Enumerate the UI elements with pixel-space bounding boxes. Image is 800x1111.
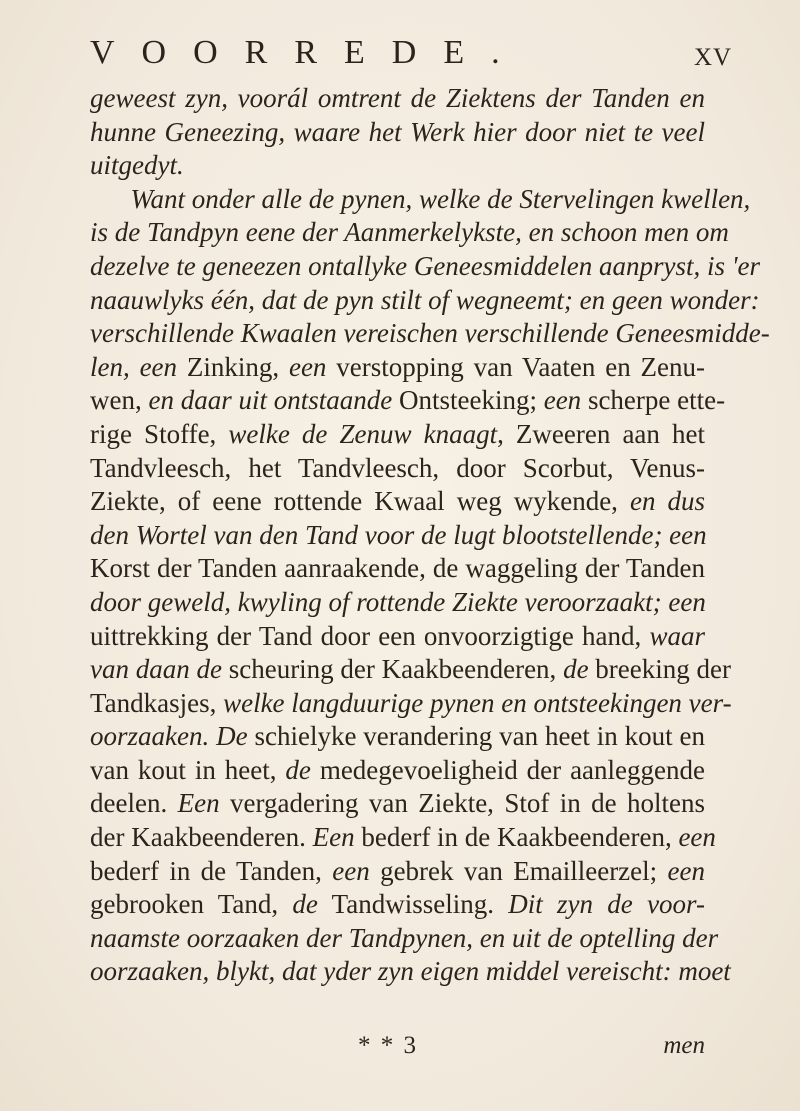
- text-segment: verschillende Kwaalen vereischen verschillende Geneesmidde-: [90, 318, 770, 349]
- body-text: [90, 82, 770, 989]
- text-segment: rige Stoffe,: [90, 418, 229, 449]
- text-segment: bederf in de Tanden,: [90, 855, 333, 886]
- text-segment: en dus: [629, 486, 705, 517]
- text-line: [90, 955, 731, 989]
- text-segment: een: [667, 855, 705, 886]
- text-segment: bederf in de Kaakbeenderen,: [354, 822, 679, 853]
- text-segment: schielyke verandering van heet in kout en: [247, 721, 706, 752]
- text-segment: hunne Geneezing, waare het Werk hier door niet te veel: [90, 116, 705, 147]
- text-segment: naauwlyks één, dat de pyn stilt of wegneemt; en geen wonder:: [90, 284, 760, 315]
- text-line: [90, 787, 705, 821]
- text-line: [90, 351, 705, 385]
- page-number: XV: [694, 44, 733, 71]
- catchword: men: [663, 1032, 705, 1059]
- text-segment: en daar uit ontstaande: [148, 385, 393, 416]
- running-title: VOORREDE.: [90, 34, 527, 71]
- page-footer: [90, 1032, 705, 1062]
- text-segment: Tandwisseling.: [317, 889, 509, 920]
- text-segment: verstopping van Vaaten en Zenu-: [326, 351, 705, 382]
- text-segment: van kout in heet,: [90, 754, 286, 785]
- text-line: [90, 485, 705, 519]
- text-segment: Korst der Tanden aanraakende, de waggeling der Tanden: [90, 553, 705, 584]
- text-line: [90, 284, 760, 318]
- text-segment: de: [563, 654, 589, 685]
- text-line: [90, 552, 705, 586]
- text-segment: breeking der: [588, 654, 731, 685]
- text-segment: , Zweeren aan het: [497, 418, 705, 449]
- text-line: [90, 586, 705, 620]
- text-line: [90, 720, 705, 754]
- text-line: [90, 754, 705, 788]
- text-segment: een: [678, 822, 716, 853]
- text-line: [90, 620, 705, 654]
- text-segment: gebrek van Emailleerzel;: [369, 855, 668, 886]
- text-segment: Een: [177, 788, 220, 819]
- text-line: [90, 317, 770, 351]
- text-segment: Ontsteeking;: [392, 385, 544, 416]
- text-segment: Tandvleesch, het Tandvleesch, door Scorbut, Venus-: [90, 452, 705, 483]
- text-line: [90, 149, 705, 183]
- text-line: [90, 821, 716, 855]
- text-segment: waar: [649, 620, 705, 651]
- text-segment: uittrekking der Tand door een onvoorzigtige hand,: [90, 620, 650, 651]
- text-segment: vergadering van Ziekte, Stof in de holtens: [219, 788, 706, 819]
- text-segment: naamste oorzaaken der Tandpynen, en uit de optelling der: [90, 922, 719, 953]
- text-segment: Dit zyn de voor-: [508, 889, 706, 920]
- text-segment: wen,: [90, 385, 149, 416]
- text-segment: Tandkasjes,: [90, 687, 224, 718]
- text-segment: oorzaaken, blykt, dat yder zyn eigen middel vereischt: moet: [90, 956, 731, 987]
- text-line: [90, 183, 751, 217]
- text-segment: scheuring der Kaakbeenderen,: [221, 654, 564, 685]
- text-line: [90, 418, 705, 452]
- text-segment: gebrooken Tand,: [90, 889, 293, 920]
- text-segment: oorzaaken. De: [90, 721, 248, 752]
- text-line: [90, 384, 726, 418]
- text-segment: een: [139, 351, 178, 382]
- text-segment: een: [661, 586, 706, 617]
- text-segment: een: [543, 385, 582, 416]
- text-segment: scherpe ette-: [581, 385, 726, 416]
- text-segment: Ziekte, of eene rottende Kwaal weg wykende,: [90, 486, 630, 517]
- text-segment: der Kaakbeenderen.: [90, 822, 313, 853]
- text-line: [90, 687, 732, 721]
- text-segment: den Wortel van den Tand voor de lugt blootstellende; een: [90, 519, 707, 550]
- text-line: [90, 653, 731, 687]
- text-segment: deelen.: [90, 788, 178, 819]
- text-line: [90, 519, 705, 553]
- text-line: [90, 922, 719, 956]
- text-segment: Zinking,: [177, 351, 289, 382]
- text-segment: de: [285, 754, 311, 785]
- text-line: [90, 216, 729, 250]
- text-line: [90, 855, 705, 889]
- text-segment: medegevoeligheid der aanleggende: [310, 754, 705, 785]
- signature-mark: * * 3: [358, 1032, 418, 1059]
- text-segment: Een: [312, 822, 355, 853]
- text-line: [90, 888, 705, 922]
- text-segment: uitgedyt.: [90, 150, 184, 181]
- text-line: [90, 82, 705, 116]
- page-header: [0, 34, 800, 80]
- text-line: [90, 452, 705, 486]
- text-segment: welke de Zenuw knaagt: [228, 418, 498, 449]
- text-segment: len,: [90, 351, 140, 382]
- text-segment: de: [292, 889, 318, 920]
- text-segment: een: [288, 351, 327, 382]
- text-segment: geweest zyn, voorál omtrent de Ziektens der Tanden en: [90, 83, 705, 113]
- text-segment: Want onder alle de pynen, welke de Stervelingen kwellen,: [90, 183, 751, 214]
- text-segment: door geweld, kwyling of rottende Ziekte veroorzaakt;: [90, 586, 662, 617]
- text-line: [90, 116, 705, 150]
- text-segment: is de Tandpyn eene der Aanmerkelykste, en schoon men om: [90, 217, 729, 248]
- text-segment: van daan de: [90, 654, 222, 685]
- text-line: [90, 250, 761, 284]
- text-segment: een: [332, 855, 370, 886]
- text-segment: dezelve te geneezen ontallyke Geneesmiddelen aanpryst, is 'er: [90, 250, 761, 281]
- text-segment: welke langduurige pynen en ontsteekingen ver-: [223, 687, 732, 718]
